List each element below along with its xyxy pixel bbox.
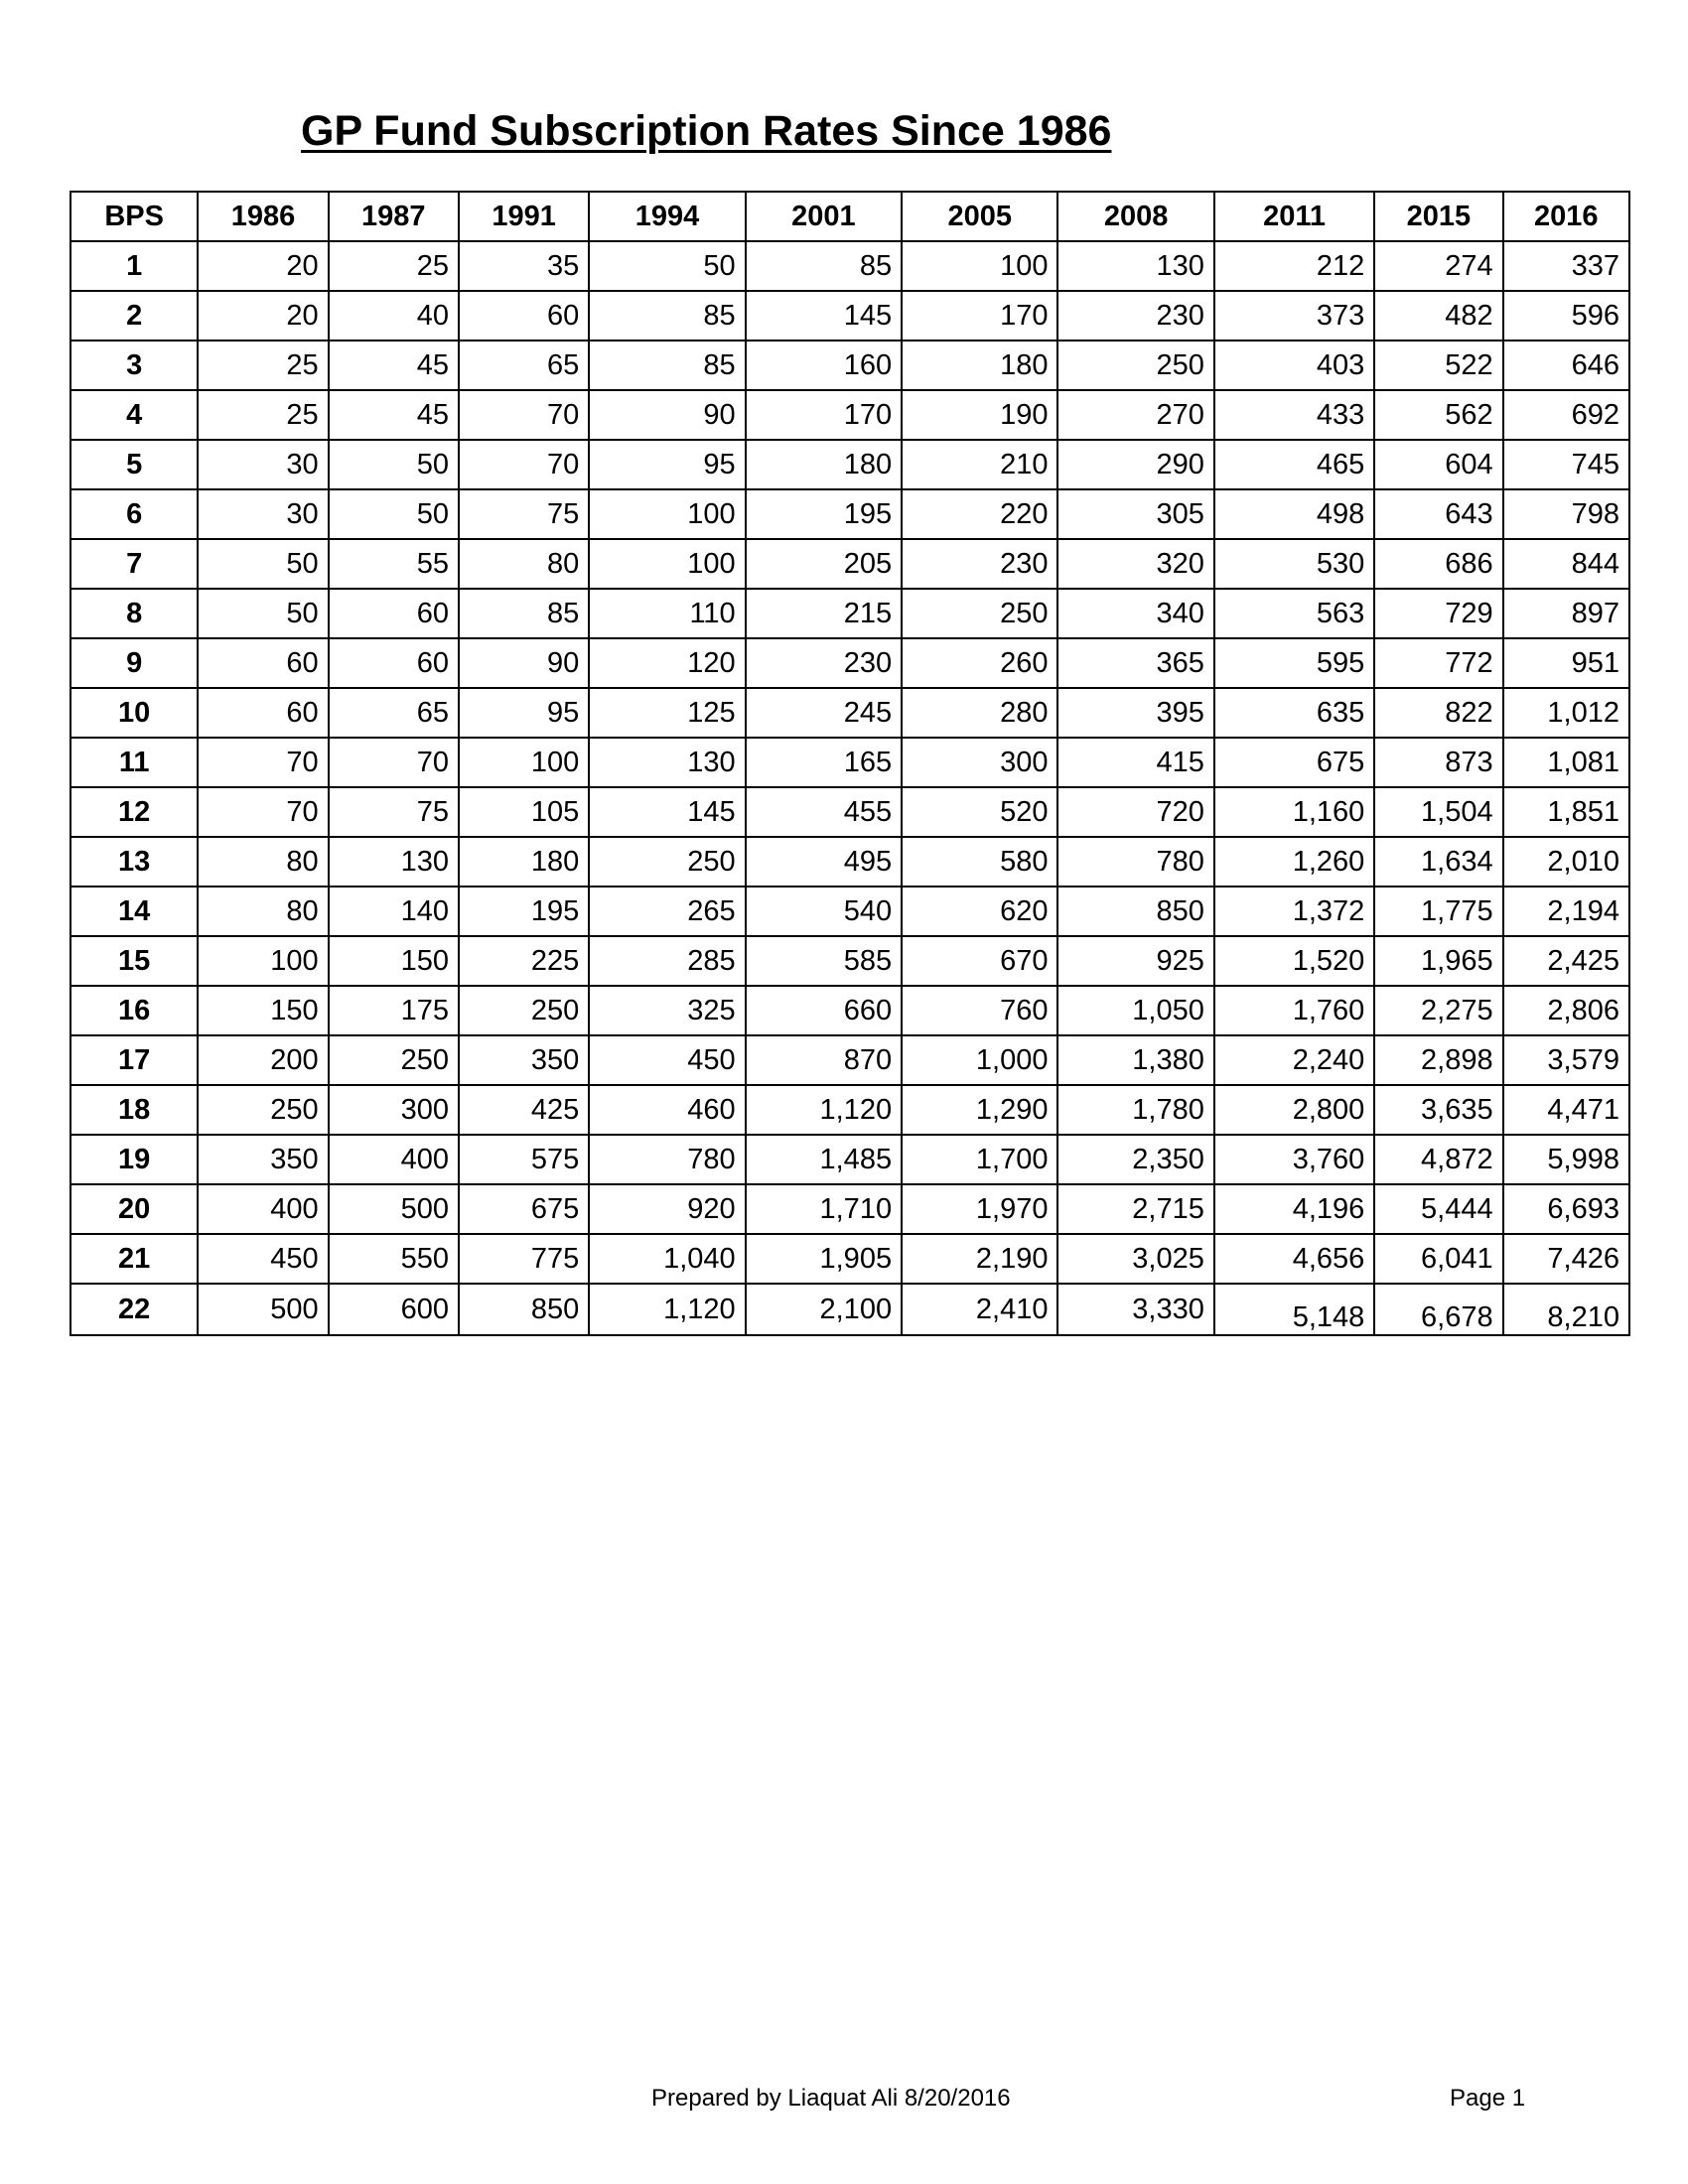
rate-cell: 520 — [902, 787, 1057, 837]
rate-cell: 2,806 — [1503, 986, 1629, 1035]
rate-cell: 1,851 — [1503, 787, 1629, 837]
rate-cell: 95 — [589, 440, 745, 489]
rate-cell: 400 — [329, 1135, 459, 1184]
rate-cell: 1,504 — [1374, 787, 1502, 837]
rate-cell: 100 — [459, 738, 589, 787]
table-row — [70, 1184, 1629, 1234]
rate-cell: 35 — [459, 241, 589, 291]
rate-cell: 7,426 — [1503, 1234, 1629, 1284]
table-row — [70, 390, 1629, 440]
rate-cell: 686 — [1374, 539, 1502, 589]
rate-cell: 245 — [746, 688, 902, 738]
table-row — [70, 986, 1629, 1035]
bps-grade-cell: 13 — [70, 837, 198, 887]
bps-grade-cell: 12 — [70, 787, 198, 837]
rate-cell: 70 — [329, 738, 459, 787]
rate-cell: 2,190 — [902, 1234, 1057, 1284]
rate-cell: 280 — [902, 688, 1057, 738]
rate-cell: 2,350 — [1057, 1135, 1213, 1184]
rate-cell: 1,965 — [1374, 936, 1502, 986]
rate-cell: 563 — [1214, 589, 1374, 638]
page-title: GP Fund Subscription Rates Since 1986 — [301, 107, 1112, 155]
rate-cell: 780 — [1057, 837, 1213, 887]
table-row — [70, 936, 1629, 986]
rate-cell: 100 — [589, 489, 745, 539]
rate-cell: 844 — [1503, 539, 1629, 589]
rate-cell: 1,380 — [1057, 1035, 1213, 1085]
column-header-1991: 1991 — [459, 192, 589, 241]
rate-cell: 620 — [902, 887, 1057, 936]
rate-cell: 145 — [746, 291, 902, 341]
rate-cell: 350 — [198, 1135, 328, 1184]
rate-cell: 6,678 — [1374, 1284, 1502, 1335]
rate-cell: 450 — [198, 1234, 328, 1284]
rate-cell: 350 — [459, 1035, 589, 1085]
rate-cell: 2,898 — [1374, 1035, 1502, 1085]
rate-cell: 25 — [329, 241, 459, 291]
bps-grade-cell: 1 — [70, 241, 198, 291]
rate-cell: 2,715 — [1057, 1184, 1213, 1234]
rate-cell: 250 — [329, 1035, 459, 1085]
rate-cell: 195 — [459, 887, 589, 936]
bps-grade-cell: 4 — [70, 390, 198, 440]
rate-cell: 660 — [746, 986, 902, 1035]
rate-cell: 60 — [459, 291, 589, 341]
rate-cell: 720 — [1057, 787, 1213, 837]
rate-cell: 70 — [198, 738, 328, 787]
rate-cell: 120 — [589, 638, 745, 688]
rate-cell: 675 — [459, 1184, 589, 1234]
rate-cell: 585 — [746, 936, 902, 986]
rate-cell: 30 — [198, 489, 328, 539]
table-row — [70, 341, 1629, 390]
rate-cell: 2,100 — [746, 1284, 902, 1335]
table-row — [70, 638, 1629, 688]
rate-cell: 433 — [1214, 390, 1374, 440]
rate-cell: 3,760 — [1214, 1135, 1374, 1184]
rate-cell: 20 — [198, 291, 328, 341]
rate-cell: 30 — [198, 440, 328, 489]
rate-cell: 1,700 — [902, 1135, 1057, 1184]
rate-cell: 95 — [459, 688, 589, 738]
rate-cell: 920 — [589, 1184, 745, 1234]
rate-cell: 4,656 — [1214, 1234, 1374, 1284]
rate-cell: 70 — [198, 787, 328, 837]
rate-cell: 643 — [1374, 489, 1502, 539]
rate-cell: 260 — [902, 638, 1057, 688]
rate-cell: 1,050 — [1057, 986, 1213, 1035]
column-header-2015: 2015 — [1374, 192, 1502, 241]
rate-cell: 482 — [1374, 291, 1502, 341]
bps-grade-cell: 9 — [70, 638, 198, 688]
rate-cell: 2,240 — [1214, 1035, 1374, 1085]
rate-cell: 1,000 — [902, 1035, 1057, 1085]
rate-cell: 305 — [1057, 489, 1213, 539]
bps-grade-cell: 5 — [70, 440, 198, 489]
table-row — [70, 1284, 1629, 1335]
rate-cell: 500 — [198, 1284, 328, 1335]
rate-cell: 210 — [902, 440, 1057, 489]
rate-cell: 873 — [1374, 738, 1502, 787]
bps-grade-cell: 20 — [70, 1184, 198, 1234]
column-header-2008: 2008 — [1057, 192, 1213, 241]
rate-cell: 1,760 — [1214, 986, 1374, 1035]
rate-cell: 495 — [746, 837, 902, 887]
rate-cell: 500 — [329, 1184, 459, 1234]
rate-cell: 85 — [459, 589, 589, 638]
rate-cell: 1,520 — [1214, 936, 1374, 986]
rate-cell: 6,041 — [1374, 1234, 1502, 1284]
rate-cell: 270 — [1057, 390, 1213, 440]
column-header-1987: 1987 — [329, 192, 459, 241]
rate-cell: 455 — [746, 787, 902, 837]
table-row — [70, 1234, 1629, 1284]
bps-grade-cell: 17 — [70, 1035, 198, 1085]
rate-cell: 75 — [329, 787, 459, 837]
rate-cell: 300 — [902, 738, 1057, 787]
rate-cell: 1,780 — [1057, 1085, 1213, 1135]
table-row — [70, 1085, 1629, 1135]
rates-table — [70, 191, 1630, 1336]
rate-cell: 1,290 — [902, 1085, 1057, 1135]
table-row — [70, 440, 1629, 489]
rate-cell: 498 — [1214, 489, 1374, 539]
bps-grade-cell: 18 — [70, 1085, 198, 1135]
rate-cell: 646 — [1503, 341, 1629, 390]
rate-cell: 70 — [459, 440, 589, 489]
rate-cell: 780 — [589, 1135, 745, 1184]
rate-cell: 1,372 — [1214, 887, 1374, 936]
bps-grade-cell: 16 — [70, 986, 198, 1035]
rate-cell: 850 — [1057, 887, 1213, 936]
rate-cell: 3,579 — [1503, 1035, 1629, 1085]
bps-grade-cell: 7 — [70, 539, 198, 589]
rate-cell: 562 — [1374, 390, 1502, 440]
rate-cell: 50 — [329, 440, 459, 489]
rate-cell: 415 — [1057, 738, 1213, 787]
rate-cell: 450 — [589, 1035, 745, 1085]
table-row — [70, 738, 1629, 787]
table-row — [70, 688, 1629, 738]
bps-grade-cell: 11 — [70, 738, 198, 787]
rate-cell: 1,120 — [589, 1284, 745, 1335]
bps-grade-cell: 21 — [70, 1234, 198, 1284]
rate-cell: 50 — [329, 489, 459, 539]
rate-cell: 729 — [1374, 589, 1502, 638]
rate-cell: 595 — [1214, 638, 1374, 688]
rate-cell: 5,444 — [1374, 1184, 1502, 1234]
bps-grade-cell: 15 — [70, 936, 198, 986]
rate-cell: 80 — [198, 887, 328, 936]
rate-cell: 3,635 — [1374, 1085, 1502, 1135]
rate-cell: 150 — [198, 986, 328, 1035]
rate-cell: 190 — [902, 390, 1057, 440]
rate-cell: 60 — [329, 589, 459, 638]
rate-cell: 85 — [746, 241, 902, 291]
rate-cell: 575 — [459, 1135, 589, 1184]
rate-cell: 400 — [198, 1184, 328, 1234]
rate-cell: 25 — [198, 390, 328, 440]
table-row — [70, 291, 1629, 341]
rate-cell: 1,905 — [746, 1234, 902, 1284]
rate-cell: 160 — [746, 341, 902, 390]
rate-cell: 300 — [329, 1085, 459, 1135]
rate-cell: 1,970 — [902, 1184, 1057, 1234]
rate-cell: 745 — [1503, 440, 1629, 489]
rate-cell: 425 — [459, 1085, 589, 1135]
table-row — [70, 1135, 1629, 1184]
rate-cell: 1,485 — [746, 1135, 902, 1184]
rate-cell: 75 — [459, 489, 589, 539]
rate-cell: 3,330 — [1057, 1284, 1213, 1335]
rate-cell: 760 — [902, 986, 1057, 1035]
rate-cell: 670 — [902, 936, 1057, 986]
rate-cell: 220 — [902, 489, 1057, 539]
rate-cell: 635 — [1214, 688, 1374, 738]
rate-cell: 540 — [746, 887, 902, 936]
rate-cell: 2,275 — [1374, 986, 1502, 1035]
table-row — [70, 787, 1629, 837]
rate-cell: 110 — [589, 589, 745, 638]
table-row — [70, 887, 1629, 936]
rate-cell: 100 — [902, 241, 1057, 291]
table-row — [70, 589, 1629, 638]
rate-cell: 45 — [329, 390, 459, 440]
rate-cell: 5,148 — [1214, 1284, 1374, 1335]
rate-cell: 105 — [459, 787, 589, 837]
rate-cell: 8,210 — [1503, 1284, 1629, 1335]
rate-cell: 230 — [746, 638, 902, 688]
rate-cell: 250 — [902, 589, 1057, 638]
rate-cell: 50 — [198, 539, 328, 589]
rate-cell: 365 — [1057, 638, 1213, 688]
rate-cell: 70 — [459, 390, 589, 440]
column-header-2011: 2011 — [1214, 192, 1374, 241]
rate-cell: 550 — [329, 1234, 459, 1284]
rate-cell: 60 — [198, 688, 328, 738]
rate-cell: 850 — [459, 1284, 589, 1335]
rate-cell: 45 — [329, 341, 459, 390]
rate-cell: 200 — [198, 1035, 328, 1085]
rate-cell: 170 — [746, 390, 902, 440]
bps-grade-cell: 19 — [70, 1135, 198, 1184]
page-number: Page 1 — [1450, 2085, 1526, 2112]
rate-cell: 1,775 — [1374, 887, 1502, 936]
bps-grade-cell: 3 — [70, 341, 198, 390]
rate-cell: 604 — [1374, 440, 1502, 489]
column-header-1994: 1994 — [589, 192, 745, 241]
bps-grade-cell: 14 — [70, 887, 198, 936]
rate-cell: 337 — [1503, 241, 1629, 291]
rate-cell: 1,634 — [1374, 837, 1502, 887]
rate-cell: 822 — [1374, 688, 1502, 738]
rate-cell: 290 — [1057, 440, 1213, 489]
rate-cell: 870 — [746, 1035, 902, 1085]
rate-cell: 100 — [198, 936, 328, 986]
rate-cell: 145 — [589, 787, 745, 837]
rate-cell: 460 — [589, 1085, 745, 1135]
rate-cell: 225 — [459, 936, 589, 986]
rate-cell: 1,710 — [746, 1184, 902, 1234]
bps-grade-cell: 6 — [70, 489, 198, 539]
column-header-2016: 2016 — [1503, 192, 1629, 241]
rate-cell: 1,160 — [1214, 787, 1374, 837]
rate-cell: 55 — [329, 539, 459, 589]
bps-grade-cell: 22 — [70, 1284, 198, 1335]
table-row — [70, 489, 1629, 539]
rate-cell: 3,025 — [1057, 1234, 1213, 1284]
rate-cell: 140 — [329, 887, 459, 936]
rate-cell: 100 — [589, 539, 745, 589]
rate-cell: 215 — [746, 589, 902, 638]
rate-cell: 6,693 — [1503, 1184, 1629, 1234]
rate-cell: 692 — [1503, 390, 1629, 440]
rate-cell: 175 — [329, 986, 459, 1035]
rate-cell: 596 — [1503, 291, 1629, 341]
rate-cell: 180 — [459, 837, 589, 887]
rate-cell: 285 — [589, 936, 745, 986]
table-row — [70, 241, 1629, 291]
prepared-by: Prepared by Liaquat Ali 8/20/2016 — [651, 2085, 1011, 2112]
column-header-bps: BPS — [70, 192, 198, 241]
rate-cell: 925 — [1057, 936, 1213, 986]
rate-cell: 1,260 — [1214, 837, 1374, 887]
rate-cell: 1,081 — [1503, 738, 1629, 787]
rate-cell: 798 — [1503, 489, 1629, 539]
rate-cell: 65 — [329, 688, 459, 738]
rate-cell: 395 — [1057, 688, 1213, 738]
rate-cell: 274 — [1374, 241, 1502, 291]
rate-cell: 250 — [198, 1085, 328, 1135]
rate-cell: 250 — [1057, 341, 1213, 390]
table-row — [70, 837, 1629, 887]
rate-cell: 80 — [198, 837, 328, 887]
rate-cell: 2,800 — [1214, 1085, 1374, 1135]
rate-cell: 250 — [459, 986, 589, 1035]
rate-cell: 50 — [198, 589, 328, 638]
rate-cell: 775 — [459, 1234, 589, 1284]
bps-grade-cell: 10 — [70, 688, 198, 738]
rate-cell: 125 — [589, 688, 745, 738]
rate-cell: 320 — [1057, 539, 1213, 589]
rate-cell: 522 — [1374, 341, 1502, 390]
rate-cell: 195 — [746, 489, 902, 539]
rate-cell: 130 — [329, 837, 459, 887]
rate-cell: 50 — [589, 241, 745, 291]
rate-cell: 85 — [589, 341, 745, 390]
rate-cell: 403 — [1214, 341, 1374, 390]
rate-cell: 465 — [1214, 440, 1374, 489]
rate-cell: 80 — [459, 539, 589, 589]
rate-cell: 165 — [746, 738, 902, 787]
rate-cell: 230 — [902, 539, 1057, 589]
rate-cell: 580 — [902, 837, 1057, 887]
table-header-row — [70, 192, 1629, 241]
rate-cell: 5,998 — [1503, 1135, 1629, 1184]
rate-cell: 130 — [1057, 241, 1213, 291]
rate-cell: 170 — [902, 291, 1057, 341]
rate-cell: 373 — [1214, 291, 1374, 341]
rate-cell: 2,194 — [1503, 887, 1629, 936]
rate-cell: 1,012 — [1503, 688, 1629, 738]
rate-cell: 600 — [329, 1284, 459, 1335]
rate-cell: 205 — [746, 539, 902, 589]
rate-cell: 2,410 — [902, 1284, 1057, 1335]
rate-cell: 265 — [589, 887, 745, 936]
rate-cell: 60 — [329, 638, 459, 688]
table-row — [70, 539, 1629, 589]
rate-cell: 40 — [329, 291, 459, 341]
rate-cell: 85 — [589, 291, 745, 341]
rate-cell: 772 — [1374, 638, 1502, 688]
table-row — [70, 1035, 1629, 1085]
column-header-1986: 1986 — [198, 192, 328, 241]
bps-grade-cell: 2 — [70, 291, 198, 341]
table-body — [70, 241, 1629, 1335]
rate-cell: 65 — [459, 341, 589, 390]
column-header-2001: 2001 — [746, 192, 902, 241]
rate-cell: 4,471 — [1503, 1085, 1629, 1135]
rate-cell: 951 — [1503, 638, 1629, 688]
rate-cell: 180 — [746, 440, 902, 489]
rate-cell: 25 — [198, 341, 328, 390]
rate-cell: 230 — [1057, 291, 1213, 341]
rate-cell: 130 — [589, 738, 745, 787]
column-header-2005: 2005 — [902, 192, 1057, 241]
rate-cell: 4,196 — [1214, 1184, 1374, 1234]
rate-cell: 1,120 — [746, 1085, 902, 1135]
bps-grade-cell: 8 — [70, 589, 198, 638]
rate-cell: 897 — [1503, 589, 1629, 638]
rate-cell: 180 — [902, 341, 1057, 390]
rate-cell: 2,425 — [1503, 936, 1629, 986]
rate-cell: 250 — [589, 837, 745, 887]
rate-cell: 1,040 — [589, 1234, 745, 1284]
rate-cell: 340 — [1057, 589, 1213, 638]
rate-cell: 90 — [589, 390, 745, 440]
rate-cell: 2,010 — [1503, 837, 1629, 887]
rate-cell: 150 — [329, 936, 459, 986]
rate-cell: 90 — [459, 638, 589, 688]
rate-cell: 4,872 — [1374, 1135, 1502, 1184]
rate-cell: 675 — [1214, 738, 1374, 787]
rate-cell: 20 — [198, 241, 328, 291]
rate-cell: 212 — [1214, 241, 1374, 291]
rate-cell: 60 — [198, 638, 328, 688]
rate-cell: 325 — [589, 986, 745, 1035]
rate-cell: 530 — [1214, 539, 1374, 589]
